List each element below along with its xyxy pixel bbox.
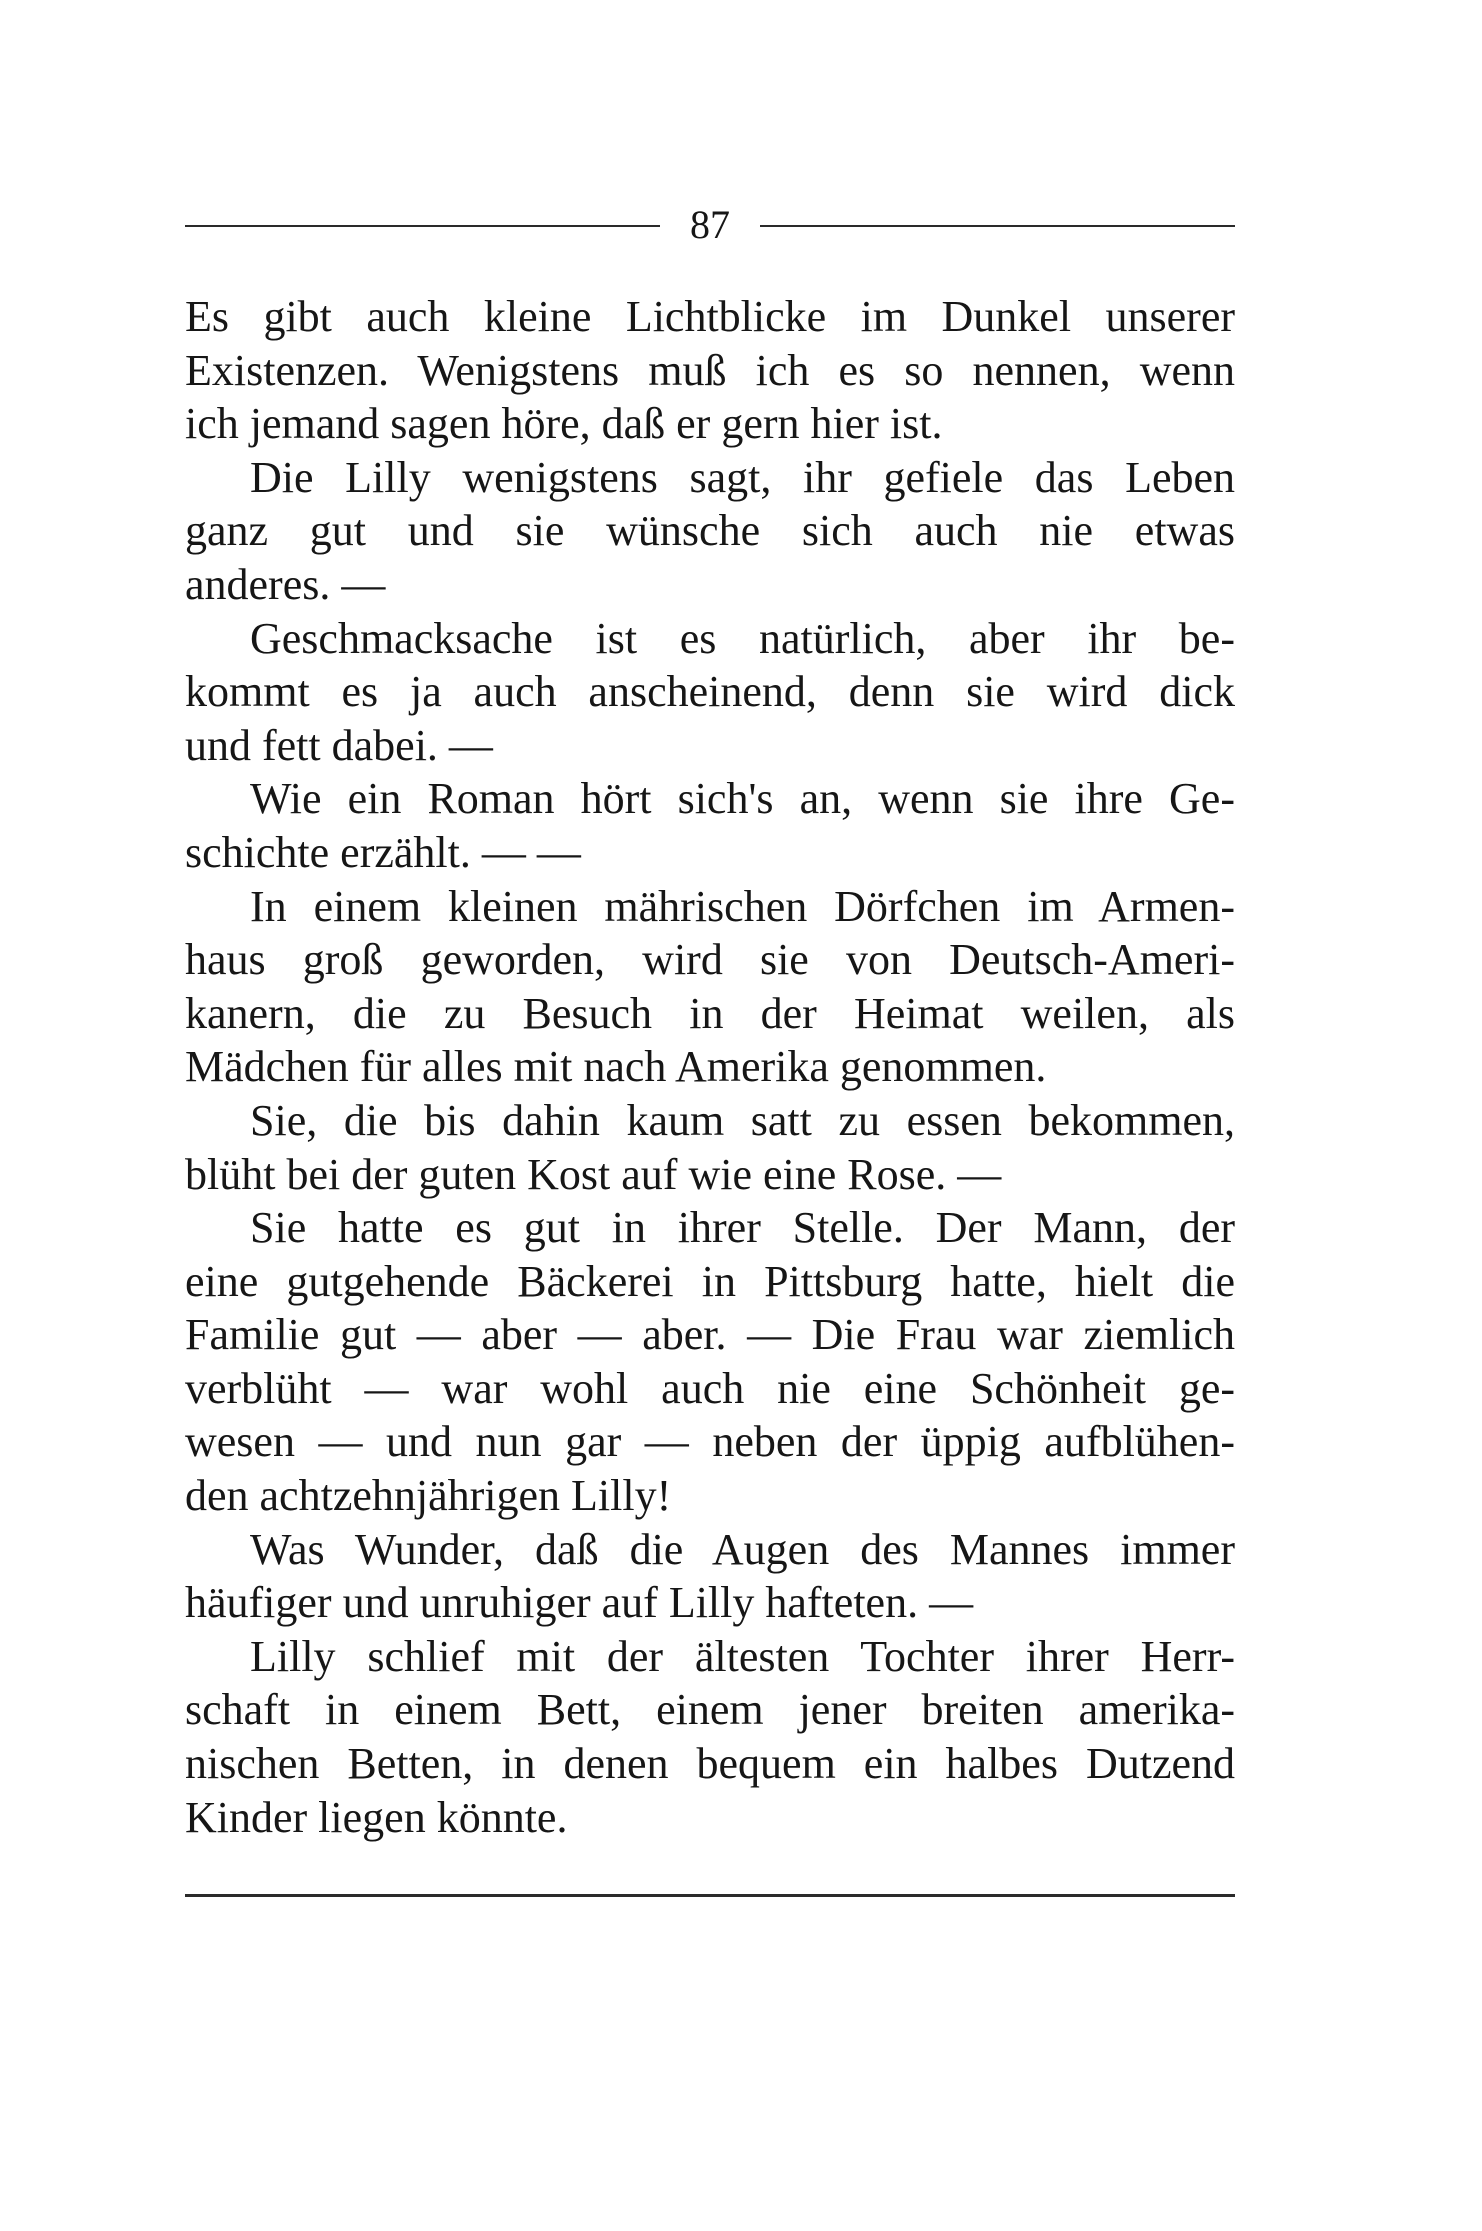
text-line: Lilly schlief mit der ältesten Tochter ihrer Herr-: [250, 1631, 1235, 1681]
text-line: Geschmacksache ist es natürlich, aber ihr be-: [250, 613, 1235, 663]
text-line: ich jemand sagen höre, daß er gern hier ist.: [185, 399, 943, 449]
text-line: häufiger und unruhiger auf Lilly hafteten. —: [185, 1578, 974, 1628]
text-line: schichte erzählt. — —: [185, 827, 581, 877]
text-line: In einem kleinen mährischen Dörfchen im Armen-: [250, 881, 1235, 931]
text-line: wesen — und nun gar — neben der üppig aufblühen-: [185, 1417, 1235, 1467]
text-line: verblüht — war wohl auch nie eine Schönheit ge-: [185, 1363, 1235, 1413]
text-line: den achtzehnjährigen Lilly!: [185, 1471, 672, 1521]
text-line: Sie, die bis dahin kaum satt zu essen bekommen,: [250, 1095, 1235, 1145]
header-rule-right: [760, 225, 1235, 227]
text-line: Existenzen. Wenigstens muß ich es so nennen, wenn: [185, 345, 1235, 395]
text-line: Es gibt auch kleine Lichtblicke im Dunkel unserer: [185, 292, 1235, 341]
text-line: schaft in einem Bett, einem jener breiten amerika-: [185, 1685, 1235, 1735]
text-line: anderes. —: [185, 559, 386, 609]
text-line: haus groß geworden, wird sie von Deutsch-Ameri-: [185, 935, 1235, 985]
page-header: [185, 195, 1235, 255]
text-line: Sie hatte es gut in ihrer Stelle. Der Mann, der: [250, 1203, 1235, 1253]
text-line: nischen Betten, in denen bequem ein halbes Dutzend: [185, 1739, 1235, 1789]
text-line: blüht bei der guten Kost auf wie eine Rose. —: [185, 1149, 1002, 1199]
body-text: [185, 290, 1235, 1844]
text-line: Kinder liegen könnte.: [185, 1792, 568, 1842]
text-line: kanern, die zu Besuch in der Heimat weilen, als: [185, 988, 1235, 1038]
page-number: 87: [690, 202, 730, 247]
text-line: kommt es ja auch anscheinend, denn sie wird dick: [185, 667, 1235, 717]
text-line: Was Wunder, daß die Augen des Mannes immer: [250, 1524, 1235, 1574]
text-line: und fett dabei. —: [185, 720, 493, 770]
text-line: Wie ein Roman hört sich's an, wenn sie ihre Ge-: [250, 774, 1235, 824]
text-line: Die Lilly wenigstens sagt, ihr gefiele das Leben: [250, 452, 1235, 502]
text-line: ganz gut und sie wünsche sich auch nie etwas: [185, 506, 1235, 556]
header-rule-left: [185, 225, 660, 227]
text-line: Familie gut — aber — aber. — Die Frau war ziemlich: [185, 1310, 1235, 1360]
footer-rule: [185, 1894, 1235, 1897]
text-line: eine gutgehende Bäckerei in Pittsburg hatte, hielt die: [185, 1256, 1235, 1306]
text-line: Mädchen für alles mit nach Amerika genommen.: [185, 1042, 1047, 1092]
